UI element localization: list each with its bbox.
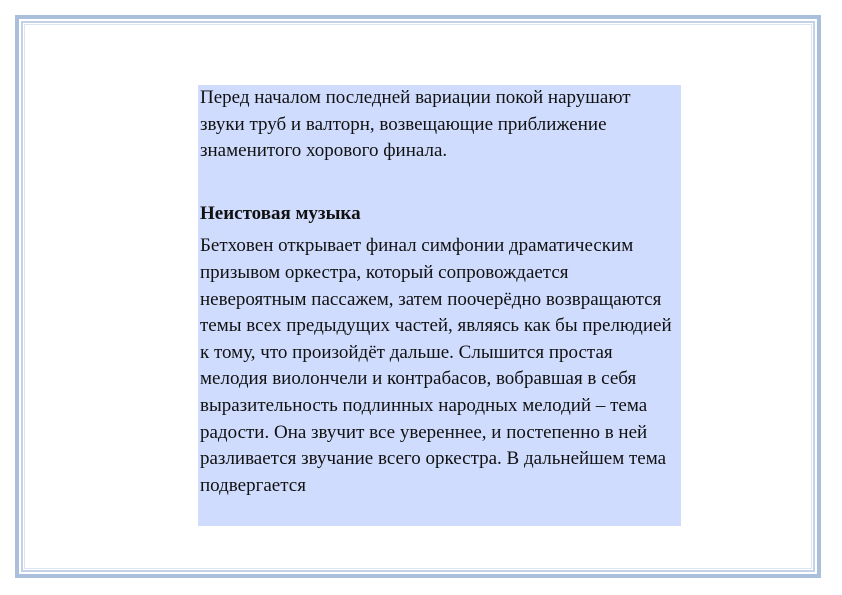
section-heading: Неистовая музыка: [200, 202, 361, 224]
body-paragraph: Бетховен открывает финал симфонии драматическим призывом оркестра, который сопровождается невероятным пассажем, затем поочерёдно возвращаются темы всех предыдущих частей, являясь как бы прелюдией к тому, что произойдёт дальше. Слышится простая мелодия виолончели и контрабасов, вобравшая в себя выразительность подлинных народных мелодий – тема радости. Она звучит все увереннее, и постепенно в ней разливается звучание всего оркестра. В дальнейшем тема подвергается: [200, 235, 672, 496]
intro-paragraph: Перед началом последней вариации покой нарушают звуки труб и валторн, возвещающие приближение знаменитого хорового финала.: [200, 87, 631, 162]
text-box: [198, 85, 681, 526]
